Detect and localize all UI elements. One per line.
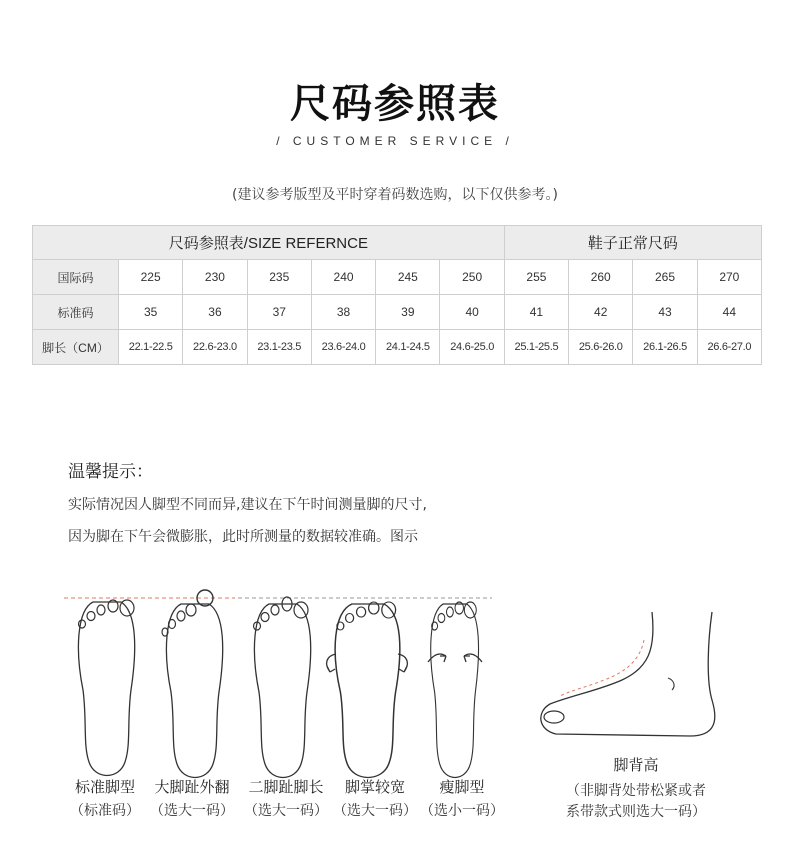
standard-foot-icon: [78, 600, 134, 776]
table-cell: 26.1-26.5: [633, 330, 697, 365]
instep-advice: 系带款式则选大一码）: [566, 804, 706, 820]
table-row: [33, 330, 762, 365]
foot-type-label: 二脚趾脚长: [248, 778, 324, 796]
foot-type-advice: （选大一码）: [244, 803, 328, 819]
table-cell: 235: [247, 260, 311, 295]
table-cell: 23.6-24.0: [311, 330, 375, 365]
table-cell: 42: [569, 295, 633, 330]
tips-title: 温馨提示：: [68, 462, 153, 482]
table-title: 尺码参照表/SIZE REFERNCE: [33, 226, 505, 260]
table-cell: 265: [633, 260, 697, 295]
table-cell: 24.1-24.5: [376, 330, 440, 365]
foot-type-label: 大脚趾外翻: [154, 778, 230, 796]
page-title: 尺码参照表: [290, 81, 500, 127]
foot-type-label: 脚掌较宽: [344, 778, 405, 796]
table-header-row: [33, 226, 762, 260]
table-cell: 250: [440, 260, 504, 295]
high-instep-foot-icon: [541, 612, 715, 736]
table-cell: 230: [183, 260, 247, 295]
table-cell: 260: [569, 260, 633, 295]
table-cell: 225: [119, 260, 183, 295]
table-cell: 41: [504, 295, 568, 330]
foot-type-advice: （选小一码）: [420, 803, 504, 819]
shrink-arrow-icon: [464, 654, 482, 662]
size-table: [32, 225, 762, 365]
table-cell: 24.6-25.0: [440, 330, 504, 365]
foot-type-advice: （选大一码）: [333, 803, 417, 819]
tips-line: 实际情况因人脚型不同而异,建议在下午时间测量脚的尺寸,: [68, 497, 427, 513]
foot-type-advice: （选大一码）: [150, 803, 234, 819]
foot-type-label: 瘦脚型: [439, 778, 485, 796]
row-label: 国际码: [33, 260, 119, 295]
narrow-foot-icon: [431, 602, 479, 778]
table-cell: 37: [247, 295, 311, 330]
long-second-toe-foot-icon: [254, 597, 311, 778]
table-cell: 270: [697, 260, 761, 295]
table-cell: 245: [376, 260, 440, 295]
bunion-foot-icon: [162, 590, 223, 778]
table-cell: 26.6-27.0: [697, 330, 761, 365]
table-cell: 25.6-26.0: [569, 330, 633, 365]
table-cell: 39: [376, 295, 440, 330]
page-subtitle: / CUSTOMER SERVICE /: [276, 134, 514, 148]
foot-type-label: 标准脚型: [74, 778, 135, 796]
table-cell: 35: [119, 295, 183, 330]
table-cell: 255: [504, 260, 568, 295]
table-cell: 43: [633, 295, 697, 330]
foot-type-advice: （标准码）: [70, 803, 140, 819]
reference-note: (建议参考版型及平时穿着码数选购，以下仅供参考。): [232, 187, 558, 203]
table-cell: 22.1-22.5: [119, 330, 183, 365]
table-cell: 40: [440, 295, 504, 330]
instep-advice: （非脚背处带松紧或者: [566, 783, 706, 799]
table-cell: 44: [697, 295, 761, 330]
table-cell: 25.1-25.5: [504, 330, 568, 365]
table-row: [33, 295, 762, 330]
table-row: [33, 260, 762, 295]
table-cell: 38: [311, 295, 375, 330]
tips-line: 因为脚在下午会微膨胀，此时所测量的数据较准确。图示: [68, 529, 418, 545]
row-label: 标准码: [33, 295, 119, 330]
wide-foot-icon: [335, 602, 400, 778]
instep-label: 脚背高: [613, 756, 659, 774]
row-label: 脚长（CM）: [33, 330, 119, 365]
table-cell: 36: [183, 295, 247, 330]
table-cell: 240: [311, 260, 375, 295]
table-side-title: 鞋子正常尺码: [504, 226, 761, 260]
table-cell: 22.6-23.0: [183, 330, 247, 365]
table-cell: 23.1-23.5: [247, 330, 311, 365]
